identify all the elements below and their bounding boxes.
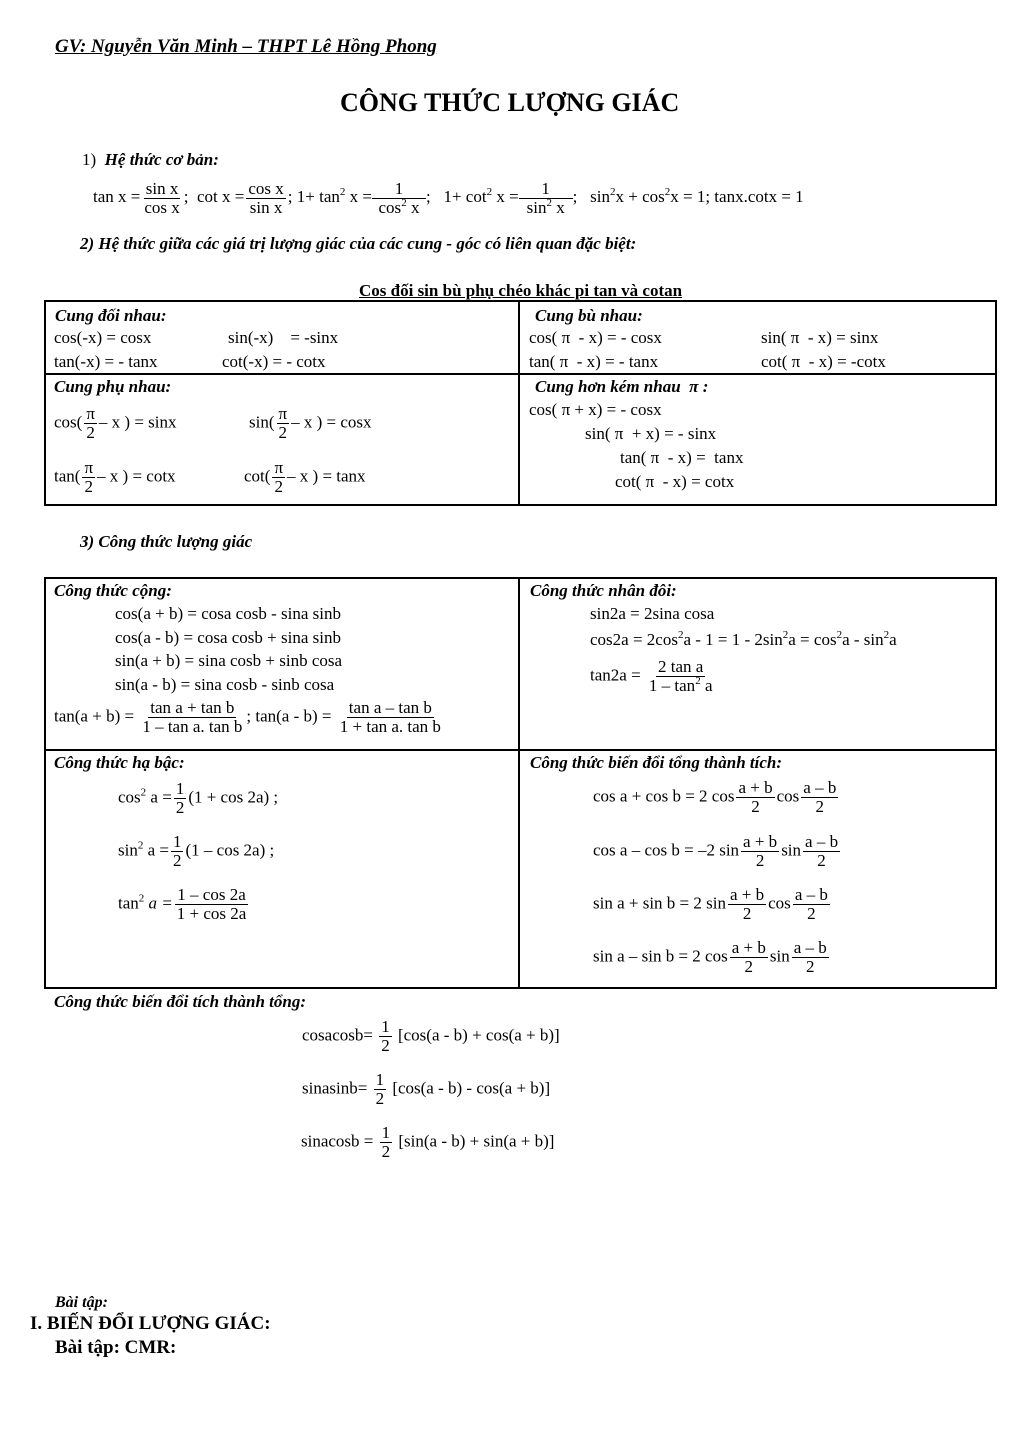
formula: cos( $\frac{\pi}{2}$ – x ) = sinx	[54, 404, 177, 442]
formula: tan(-x) = - tanx	[54, 352, 158, 371]
formula: cos a + cos b = 2 cos $\frac{a + b}{2}$ cos $\frac{a - b}{2}$	[593, 778, 837, 816]
cell-title: Công thức hạ bậc:	[54, 753, 185, 772]
section-title: Công thức biến đổi tích thành tổng:	[54, 992, 307, 1011]
formula: sin(-x) = -sinx	[228, 328, 339, 347]
formula: cot( π - x) = cotx	[615, 472, 735, 491]
formula: cos(a - b) = cosa cosb + sina sinb	[115, 628, 341, 647]
table-divider	[44, 749, 997, 751]
exercise-section-title: I. BIẾN ĐỔI LƯỢNG GIÁC:	[30, 1313, 271, 1334]
section-heading-text: Hệ thức cơ bản:	[104, 150, 219, 169]
cell-title: Công thức nhân đôi:	[530, 581, 677, 600]
basic-identities	[93, 180, 804, 217]
table-divider	[44, 373, 997, 375]
formula: sin(a - b) = sina cosb - sinb cosa	[115, 675, 335, 694]
cell-title: Cung đối nhau:	[55, 306, 167, 325]
formula: tan2a = $\frac{\text{2 tan a}}{1 - \tan^2 a}$	[590, 657, 713, 695]
identity-cot-sq: $1+ \cot^2 x$ = $\frac{1}{\sin^2 x}$ ;	[443, 179, 578, 217]
formula: cot(-x) = - cotx	[222, 352, 326, 371]
section3-heading: 3) Công thức lượng giác	[80, 532, 253, 551]
identity-tan: tan x = $\frac{\text{sin x}}{\text{cos x}}$ ;	[93, 179, 189, 217]
section-number: 1)	[82, 150, 97, 169]
formula: cos(-x) = cosx	[54, 328, 152, 347]
formula: sin( π + x) = - sinx	[585, 424, 717, 443]
cell-title: Cung bù nhau:	[535, 306, 643, 325]
formula: cos( π - x) = - cosx	[529, 328, 662, 347]
identity-tan-sq: $1+ \tan^2 x$ = $\frac{1}{\cos^2 x}$ ;	[296, 179, 431, 217]
table-divider	[518, 300, 520, 506]
formula: $\sin^2 a$ = $\frac{1}{2}$ (1 – cos 2a) ;	[118, 832, 275, 870]
formula: tan( π - x) = - tanx	[529, 352, 659, 371]
page-title: CÔNG THỨC LƯỢNG GIÁC	[340, 88, 680, 117]
formula: sin( π - x) = sinx	[761, 328, 879, 347]
identity-cot: cot x = $\frac{\text{cos x}}{\text{sin x}}$ ;	[197, 179, 293, 217]
cell-title: Công thức cộng:	[54, 581, 172, 600]
identity-pythagorean: $\sin^2x + \cos^2x = 1$; tanx.cotx = 1	[590, 186, 804, 207]
cell-title: Cung phụ nhau:	[54, 377, 172, 396]
cell-title: Cung hơn kém nhau π :	[535, 377, 709, 396]
exercise-sub-label: Bài tập: CMR:	[55, 1337, 177, 1358]
section1-heading	[82, 150, 219, 170]
formula: sin( $\frac{\pi}{2}$ – x ) = cosx	[249, 404, 372, 442]
formula: sin2a = 2sina cosa	[590, 604, 715, 623]
formula: sinacosb = $\frac{1}{2}$ [sin(a - b) + sin(a + b)]	[301, 1123, 555, 1161]
formula: sin a + sin b = 2 sin $\frac{a + b}{2}$ cos $\frac{a - b}{2}$	[593, 885, 828, 923]
mnemonic: Cos đối sin bù phụ chéo khác pi tan và cotan	[359, 281, 683, 300]
formula: tan( π - x) = tanx	[620, 448, 744, 467]
formula: cos a – cos b = –2 sin $\frac{a + b}{2}$ sin $\frac{a - b}{2}$	[593, 832, 839, 870]
formula: sinasinb= $\frac{1}{2}$ [cos(a - b) - cos(a + b)]	[302, 1070, 551, 1108]
formula: cos(a + b) = cosa cosb - sina sinb	[115, 604, 341, 623]
formula: cosacosb= $\frac{1}{2}$ [cos(a - b) + cos(a + b)]	[302, 1017, 560, 1055]
formula-tan-sum: tan(a + b) = $\frac{\text{tan a + tan b}}{\text{1 – tan a. tan b}}$ ; tan(a - b) = $\frac{\text{tan a – tan b}}{\text{1 + tan a. tan b}}$	[54, 698, 441, 736]
formula: cot( π - x) = -cotx	[761, 352, 886, 371]
formula: sin a – sin b = 2 cos $\frac{a + b}{2}$ sin $\frac{a - b}{2}$	[593, 938, 827, 976]
formula: $\cos 2a = 2\cos^2a - 1 = 1 - 2\sin^2a = \cos^2a - \sin^2a$	[590, 629, 897, 649]
table-divider	[518, 577, 520, 989]
cell-title: Công thức biến đổi tổng thành tích:	[530, 753, 783, 772]
formula: $\cos^2 a$ = $\frac{1}{2}$ (1 + cos 2a) ;	[118, 779, 279, 817]
formula: cot( $\frac{\pi}{2}$ – x ) = tanx	[244, 458, 366, 496]
formula: $\tan^2 a$ = $\frac{1 - \cos 2a}{1 + \cos 2a}$	[118, 885, 247, 923]
formula: cos( π + x) = - cosx	[529, 400, 662, 419]
author-line: GV: Nguyễn Văn Minh – THPT Lê Hồng Phong	[55, 36, 437, 57]
section2-heading: 2) Hệ thức giữa các giá trị lượng giác của các cung - góc có liên quan đặc biệt:	[80, 234, 637, 253]
exercise-label: Bài tập:	[55, 1294, 108, 1311]
formula: tan( $\frac{\pi}{2}$ – x ) = cotx	[54, 458, 176, 496]
formula: sin(a + b) = sina cosb + sinb cosa	[115, 651, 343, 670]
